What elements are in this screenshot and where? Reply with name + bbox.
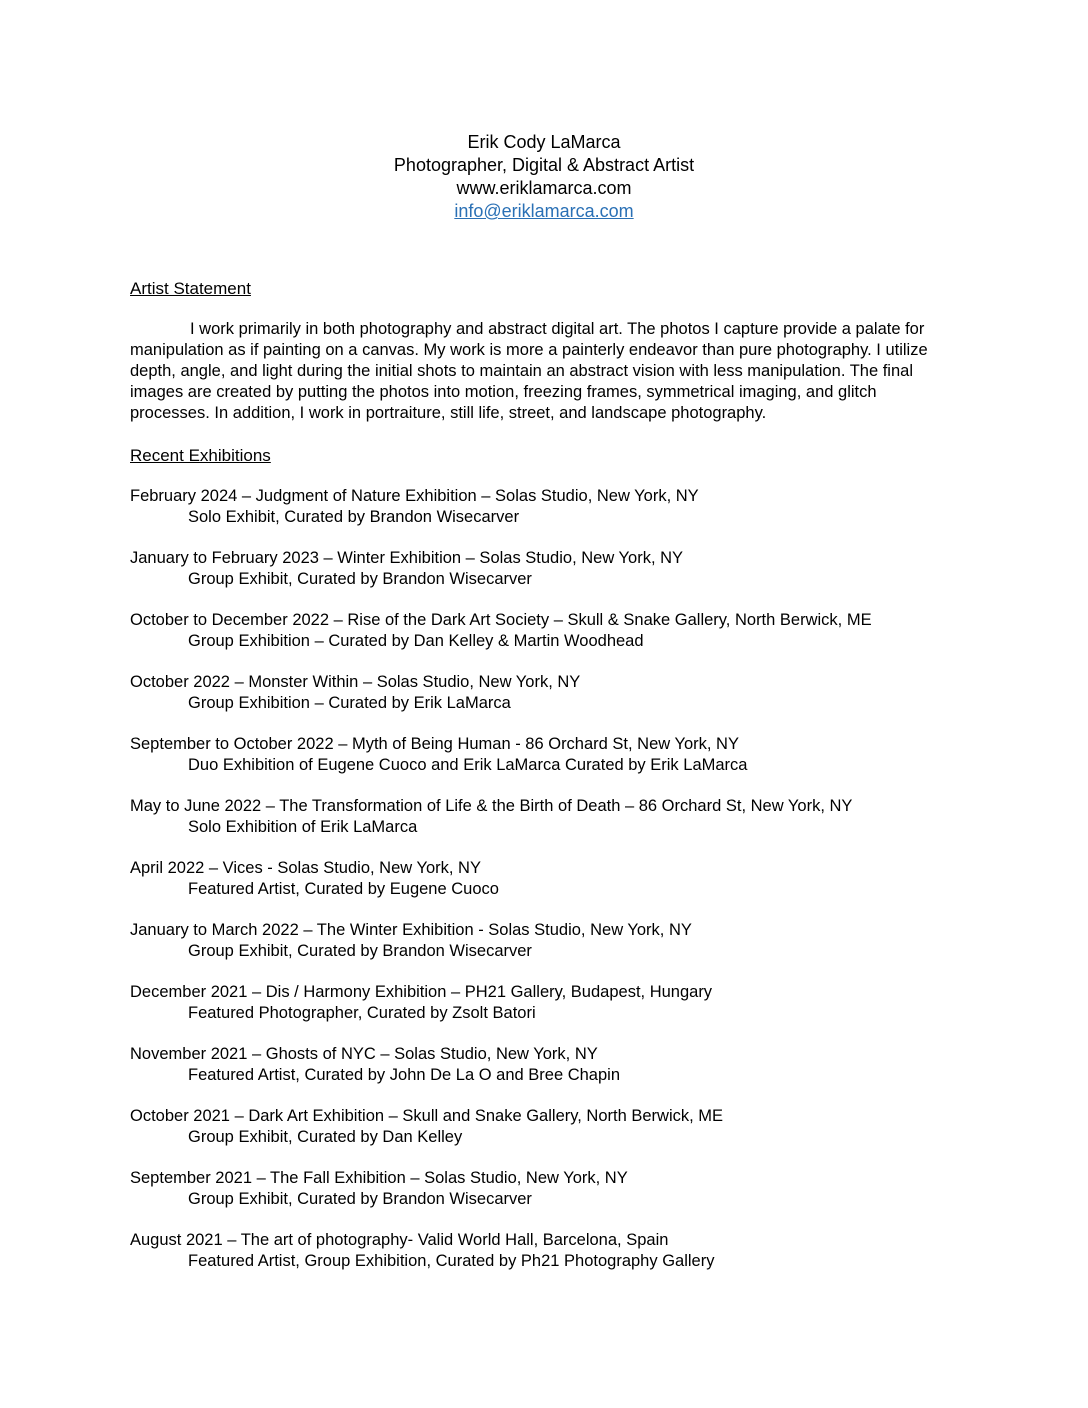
document-header <box>130 131 958 223</box>
exhibition-detail-line: Solo Exhibition of Erik LaMarca <box>188 818 418 836</box>
exhibition-detail-line: Featured Artist, Group Exhibition, Curated by Ph21 Photography Gallery <box>188 1252 715 1270</box>
exhibition-entry <box>130 796 958 838</box>
exhibition-title-line: December 2021 – Dis / Harmony Exhibition – PH21 Gallery, Budapest, Hungary <box>130 983 713 1001</box>
artist-statement-body: I work primarily in both photography and abstract digital art. The photos I capture provide a palate for manipulation as if painting on a canvas. My work is more a painterly endeavor than pure photography. I utilize depth, angle, and light during the initial shots to maintain an abstract vision with less manipulation. The final images are created by putting the photos into motion, freezing frames, symmetrical imaging, and glitch processes. In addition, I work in portraiture, still life, street, and landscape photography. <box>130 320 928 422</box>
exhibition-detail-line: Group Exhibit, Curated by Brandon Wisecarver <box>188 942 532 960</box>
exhibition-entry <box>130 548 958 590</box>
exhibition-title-line: October 2022 – Monster Within – Solas Studio, New York, NY <box>130 673 581 691</box>
exhibition-title-line: September 2021 – The Fall Exhibition – Solas Studio, New York, NY <box>130 1169 628 1187</box>
exhibition-detail-line: Group Exhibition – Curated by Dan Kelley & Martin Woodhead <box>188 632 644 650</box>
email-link[interactable]: info@eriklamarca.com <box>454 201 634 221</box>
exhibition-detail-line: Featured Artist, Curated by John De La O and Bree Chapin <box>188 1066 620 1084</box>
exhibition-entry <box>130 610 958 652</box>
exhibition-entry <box>130 920 958 962</box>
email-line <box>130 200 958 223</box>
exhibition-entry <box>130 982 958 1024</box>
exhibition-entry <box>130 1168 958 1210</box>
exhibition-entry <box>130 1106 958 1148</box>
exhibition-title-line: January to March 2022 – The Winter Exhibition - Solas Studio, New York, NY <box>130 921 692 939</box>
exhibition-detail-line: Duo Exhibition of Eugene Cuoco and Erik LaMarca Curated by Erik LaMarca <box>188 756 748 774</box>
exhibition-entry <box>130 1230 958 1272</box>
exhibition-entry <box>130 858 958 900</box>
website-url: www.eriklamarca.com <box>456 178 632 198</box>
artist-title: Photographer, Digital & Abstract Artist <box>393 155 695 175</box>
exhibition-entry <box>130 486 958 528</box>
exhibition-detail-line: Group Exhibit, Curated by Dan Kelley <box>188 1128 463 1146</box>
exhibition-title-line: October to December 2022 – Rise of the Dark Art Society – Skull & Snake Gallery, North Berwick, ME <box>130 611 872 629</box>
exhibition-title-line: January to February 2023 – Winter Exhibition – Solas Studio, New York, NY <box>130 549 684 567</box>
exhibition-title-line: September to October 2022 – Myth of Being Human - 86 Orchard St, New York, NY <box>130 735 739 753</box>
exhibition-entry <box>130 734 958 776</box>
recent-exhibitions-heading: Recent Exhibitions <box>130 446 271 465</box>
exhibition-detail-line: Solo Exhibit, Curated by Brandon Wisecarver <box>188 508 520 526</box>
artist-statement-heading: Artist Statement <box>130 279 251 298</box>
artist-name: Erik Cody LaMarca <box>467 132 621 152</box>
exhibition-entry <box>130 1044 958 1086</box>
exhibition-detail-line: Group Exhibit, Curated by Brandon Wisecarver <box>188 1190 532 1208</box>
exhibition-detail-line: Group Exhibition – Curated by Erik LaMarca <box>188 694 511 712</box>
exhibition-title-line: May to June 2022 – The Transformation of Life & the Birth of Death – 86 Orchard St, New York, NY <box>130 797 853 815</box>
exhibition-title-line: August 2021 – The art of photography- Valid World Hall, Barcelona, Spain <box>130 1231 669 1249</box>
exhibition-detail-line: Featured Photographer, Curated by Zsolt Batori <box>188 1004 536 1022</box>
exhibition-title-line: April 2022 – Vices - Solas Studio, New York, NY <box>130 859 481 877</box>
exhibition-title-line: November 2021 – Ghosts of NYC – Solas Studio, New York, NY <box>130 1045 598 1063</box>
exhibition-entry <box>130 672 958 714</box>
exhibition-title-line: February 2024 – Judgment of Nature Exhibition – Solas Studio, New York, NY <box>130 487 699 505</box>
exhibition-detail-line: Featured Artist, Curated by Eugene Cuoco <box>188 880 499 898</box>
exhibition-list <box>130 486 958 1272</box>
exhibition-detail-line: Group Exhibit, Curated by Brandon Wisecarver <box>188 570 532 588</box>
exhibition-title-line: October 2021 – Dark Art Exhibition – Skull and Snake Gallery, North Berwick, ME <box>130 1107 724 1125</box>
